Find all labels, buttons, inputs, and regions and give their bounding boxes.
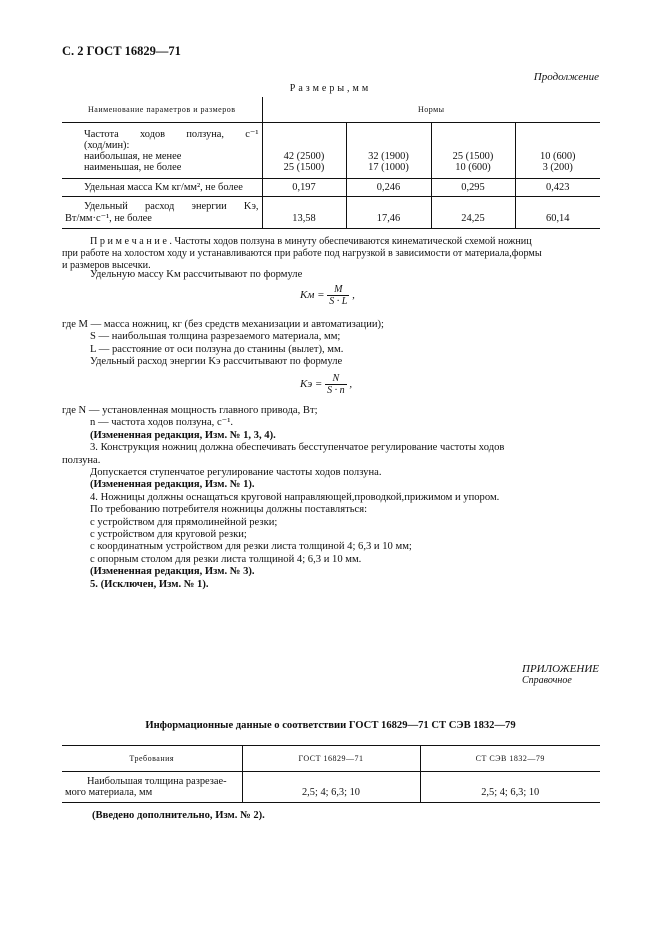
col-gost-header: ГОСТ 16829—71 [242,746,420,772]
sizes-caption: Размеры,мм [289,83,372,94]
table-note: П р и м е ч а н и е . Частоты ходов ползуна в минуту обеспечиваются кинематической схемой ножниц при работе на холостом ходу и устанавливаются при работе под нагрузкой в зависимости от материала,формы и размеров высечки. [62,236,542,271]
table-cell: 13,58 [262,197,346,229]
table-row [62,123,600,179]
col-param-header: Наименование параметров и размеров [62,97,262,123]
table-cell: 24,25 [431,197,515,229]
table-cell: 0,197 [262,179,346,197]
mass-intro: Удельную массу Kм рассчитывают по формуле [90,269,303,280]
table-cell: 2,5; 4; 6,3; 10 [420,772,600,803]
table-row [62,179,600,197]
mass-formula: Kм = $\frac{M}{S \cdot L}$ , [300,284,355,307]
energy-formula: Kэ = $\frac{N}{S \cdot n}$ , [300,373,353,396]
table-row [62,197,600,229]
conformity-table [62,745,600,803]
appendix-label: ПРИЛОЖЕНИЕ Справочное [522,663,599,686]
continuation-label: Продолжение [533,71,599,83]
table-cell: 2,5; 4; 6,3; 10 [242,772,420,803]
table-cell: 10 (600) 3 (200) [515,123,600,179]
parameters-table [62,97,600,229]
col-norms-header: Нормы [262,97,600,123]
mass-variables: где M — масса ножниц, кг (без средств механизации и автоматизации); S — наибольшая толщина разрезаемого материала, мм; L — расстояние от оси ползуна до станины (вылет), мм. Удельный расход энергии Kэ рассчитывают по формуле [62,319,385,368]
col-st-sev-header: СТ СЭВ 1832—79 [420,746,600,772]
row-label-mass: Удельная масса Kм кг/мм², не более [62,179,262,197]
table-cell: 0,423 [515,179,600,197]
main-clauses: где N — установленная мощность главного привода, Вт; n — частота ходов ползуна, с⁻¹. (Измененная редакция, Изм. № 1, 3, 4). 3. Конструкция ножниц должна обеспечивать бесступенчатое регулирование частоты ходов ползуна. Допускается ступенчатое регулирование частоты ходов ползуна. (Измененная редакция, Изм. № 1). 4. Ножницы должны оснащаться круговой направляющей,проводкой,прижимом и упором. По требованию потребителя ножницы должны поставляться: с устройством для прямолинейной резки; с устройством для круговой резки; с координатным устройством для резки листа толщиной 4; 6,3 и 10 мм; с опорным столом для резки листа толщиной 4; 6,3 и 10 мм. (Измененная редакция, Изм. № 3). 5. (Исключен, Изм. № 1). [62,405,505,590]
table-cell: 25 (1500) 10 (600) [431,123,515,179]
table-cell: 17,46 [346,197,431,229]
col-requirements-header: Требования [62,746,242,772]
info-table-title: Информационные данные о соответствии ГОСТ 16829—71 СТ СЭВ 1832—79 [145,720,516,731]
row-label-thickness: Наибольшая толщина разрезае- мого материала, мм [62,772,242,803]
table-cell: 0,246 [346,179,431,197]
table-cell: 0,295 [431,179,515,197]
table-header-row [62,97,600,123]
amendment-note: (Введено дополнительно, Изм. № 2). [92,810,265,821]
table-cell: 60,14 [515,197,600,229]
table-cell: 42 (2500) 25 (1500) [262,123,346,179]
table-cell: 32 (1900) 17 (1000) [346,123,431,179]
row-label-energy: Удельный расход энергии Kэ, Вт/мм·с⁻¹, не более [62,197,262,229]
page-header: С. 2 ГОСТ 16829—71 [62,44,181,58]
table-row [62,772,600,803]
row-label-frequency: Частота ходов ползуна, с⁻¹ (ход/мин): наибольшая, не менее наименьшая, не более [62,123,262,179]
table-header-row [62,746,600,772]
